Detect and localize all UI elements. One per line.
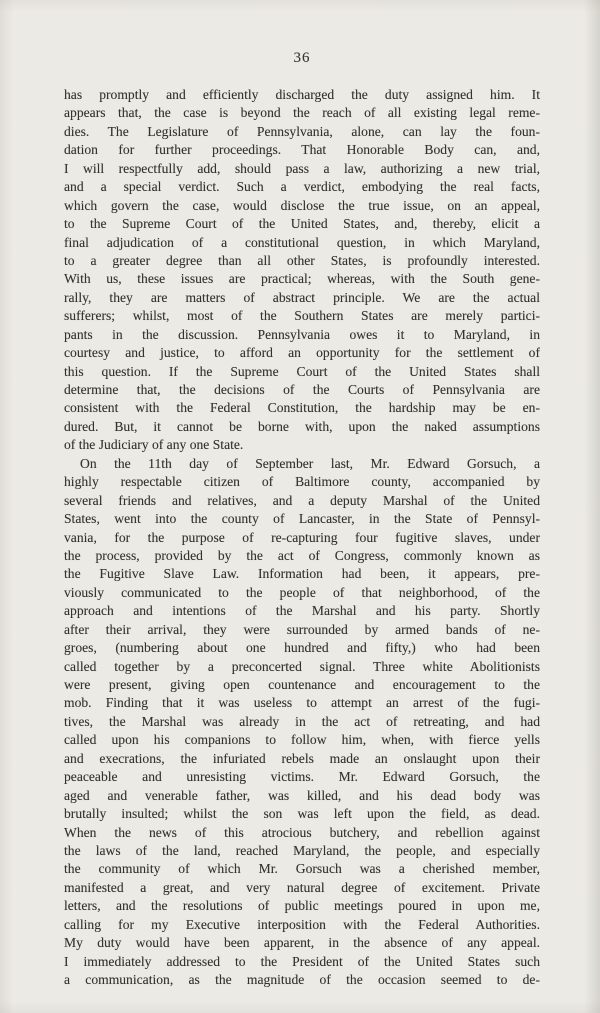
text-line: My duty would have been apparent, in the absence of any appeal. <box>64 935 540 951</box>
text-line: peaceable and unresisting victims. Mr. Edward Gorsuch, the <box>64 769 540 785</box>
text-line: which govern the case, would disclose the true issue, on an appeal, <box>64 197 540 213</box>
text-line: final adjudication of a constitutional question, in which Maryland, <box>64 234 540 250</box>
text-line: after their arrival, they were surrounded by armed bands of ne- <box>64 621 540 637</box>
text-line: a communication, as the magnitude of the occasion seemed to de- <box>64 972 540 987</box>
text-line: the laws of the land, reached Maryland, the people, and especially <box>64 842 540 858</box>
text-line: highly respectable citizen of Baltimore county, accompanied by <box>64 474 540 490</box>
text-line: determine that, the decisions of the Courts of Pennsylvania are <box>64 382 540 397</box>
text-line: the Fugitive Slave Law. Information had been, it appears, pre- <box>64 566 540 582</box>
text-line: With us, these issues are practical; whereas, with the South gene- <box>64 271 540 287</box>
text-line: dies. The Legislature of Pennsylvania, alone, can lay the foun- <box>64 123 540 139</box>
text-line: the community of which Mr. Gorsuch was a cherished member, <box>64 861 540 877</box>
text-line: letters, and the resolutions of public meetings poured in upon me, <box>64 898 540 914</box>
text-line: to a greater degree than all other States, is profoundly interested. <box>64 252 540 268</box>
text-line: the process, provided by the act of Congress, commonly known as <box>64 547 540 563</box>
page-number: 36 <box>293 50 311 66</box>
text-block <box>64 86 540 989</box>
text-line: pants in the discussion. Pennsylvania owes it to Maryland, in <box>64 326 540 342</box>
text-line: mob. Finding that it was useless to attempt an arrest of the fugi- <box>64 695 540 711</box>
text-line: On the 11th day of September last, Mr. Edward Gorsuch, a <box>80 455 540 471</box>
text-line: called together by a preconcerted signal. Three white Abolitionists <box>64 658 540 674</box>
text-line: sufferers; whilst, most of the Southern States are merely partici- <box>64 308 540 324</box>
text-line: has promptly and efficiently discharged the duty assigned him. It <box>64 87 540 102</box>
text-line: consistent with the Federal Constitution, the hardship may be en- <box>64 400 540 416</box>
text-line: approach and intentions of the Marshal and his party. Shortly <box>64 603 540 619</box>
text-line: brutally insulted; whilst the son was left upon the field, as dead. <box>64 806 540 822</box>
text-line: courtesy and justice, to afford an opportunity for the settlement of <box>64 345 540 361</box>
text-line: dured. But, it cannot be borne with, upon the naked assumptions <box>64 418 540 434</box>
paragraph <box>64 455 540 990</box>
text-line: several friends and relatives, and a deputy Marshal of the United <box>64 492 540 508</box>
text-line: dation for further proceedings. That Honorable Body can, and, <box>64 142 540 158</box>
text-line: States, went into the county of Lancaster, in the State of Pennsyl- <box>64 511 540 527</box>
text-line: this question. If the Supreme Court of the United States shall <box>64 363 540 379</box>
text-line: manifested a great, and very natural degree of excitement. Private <box>64 879 540 895</box>
text-line: calling for my Executive interposition with the Federal Authorities. <box>64 916 540 932</box>
text-line: of the Judiciary of any one State. <box>64 437 244 453</box>
paragraph <box>64 86 540 455</box>
text-line: I immediately addressed to the President of the United States such <box>64 953 540 969</box>
text-line: and execrations, the infuriated rebels made an onslaught upon their <box>64 750 540 766</box>
text-line: groes, (numbering about one hundred and fifty,) who had been <box>64 640 540 656</box>
text-line: When the news of this atrocious butchery, and rebellion against <box>64 824 540 840</box>
text-line: were present, giving open countenance and encouragement to the <box>64 677 540 692</box>
text-line: rally, they are matters of abstract principle. We are the actual <box>64 289 540 305</box>
text-line: I will respectfully add, should pass a law, authorizing a new trial, <box>64 160 540 176</box>
text-line: vania, for the purpose of re-capturing four fugitive slaves, under <box>64 529 540 545</box>
text-line: tives, the Marshal was already in the act of retreating, and had <box>64 713 540 729</box>
text-line: to the Supreme Court of the United States, and, thereby, elicit a <box>64 216 540 232</box>
text-line: appears that, the case is beyond the reach of all existing legal reme- <box>64 105 540 121</box>
text-line: and a special verdict. Such a verdict, embodying the real facts, <box>64 179 540 195</box>
text-line: called upon his companions to follow him, when, with fierce yells <box>64 732 540 748</box>
text-line: viously communicated to the people of that neighborhood, of the <box>64 584 540 600</box>
text-line: aged and venerable father, was killed, and his dead body was <box>64 787 540 803</box>
